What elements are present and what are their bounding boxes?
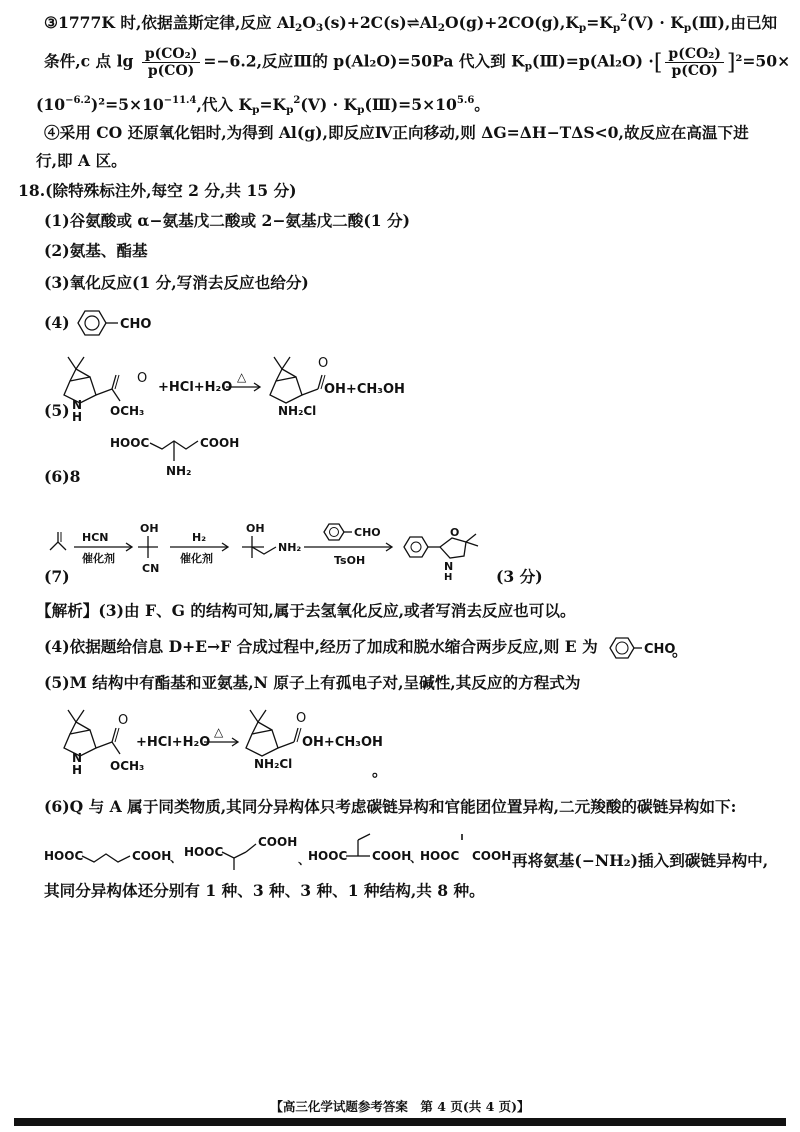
svg-text:OH: OH — [246, 522, 265, 535]
svg-text:HOOC: HOOC — [110, 436, 150, 450]
svg-text:O: O — [137, 371, 148, 386]
svg-text:CHO: CHO — [354, 526, 381, 539]
answer-4-label: (4) — [44, 313, 70, 332]
svg-text:COOH: COOH — [472, 849, 512, 863]
text-line: ③1777K 时,依据盖斯定律,反应 $Al_2O_3(s)+2C(s)\rightleftharpoons Al_2O(g)+2CO(g),K_p=K_p^2(Ⅴ)$ · $K_p(Ⅲ)$,由已知 — [44, 13, 778, 34]
fraction: $\frac{\text{p(CO₂)}}{p(CO)}$ — [665, 46, 724, 79]
svg-text:COOH: COOH — [132, 849, 172, 863]
svg-text:OH+CH₃OH: OH+CH₃OH — [324, 382, 405, 397]
explanation-4-end: 。 — [672, 641, 688, 660]
text-line: $(10^{-6.2})^2=5\times 10^{-11.4}$,代入 $K_p=K_p^2(Ⅴ)$ · $K_p(Ⅲ)=5\times 10^{5.6}$。 — [36, 95, 490, 116]
svg-text:、: 、 — [298, 853, 311, 867]
svg-text:、: 、 — [410, 851, 423, 865]
svg-text:NH₂Cl: NH₂Cl — [254, 757, 293, 771]
answer-7-synthesis — [42, 520, 562, 588]
svg-text:N: N — [72, 398, 83, 412]
diacid-isomers — [44, 828, 524, 876]
answer-3: (3)氧化反应(1 分,写消去反应也给分) — [44, 273, 309, 292]
answer-5-label: (5) — [44, 401, 70, 420]
svg-text:CHO: CHO — [644, 642, 676, 657]
explanation-4: (4)依据题给信息 D+E→F 合成过程中,经历了加成和脱水缩合两步反应,则 E 为 — [44, 637, 598, 656]
svg-text:+HCl+H₂O: +HCl+H₂O — [136, 735, 211, 750]
svg-text:、: 、 — [170, 851, 183, 865]
answer-7-label: (7) — [44, 567, 70, 586]
svg-text:TsOH: TsOH — [334, 554, 366, 567]
page-footer: 【高三化学试题参考答案 第 4 页(共 4 页)】 — [270, 1099, 530, 1114]
bottom-bar — [14, 1118, 786, 1126]
svg-text:HOOC: HOOC — [420, 849, 460, 863]
svg-text:NH₂Cl: NH₂Cl — [278, 404, 317, 418]
text-line: 条件,c 点 lg $\frac{\text{p(CO₂)}}{p(CO)}$ =−6.2,反应Ⅲ的 p(Al₂O)=50Pa 代入到 $K_p(Ⅲ)=p(Al_2O)$ ·[ $\frac{\text{p(CO₂)}}{p(CO)}$ ]²=50× — [44, 46, 791, 79]
svg-text:HOOC: HOOC — [184, 845, 224, 859]
svg-text:NH₂: NH₂ — [166, 464, 192, 478]
explanation-6-conclusion: 其同分异构体还分别有 1 种、3 种、3 种、1 种结构,共 8 种。 — [44, 881, 485, 900]
benzaldehyde-structure — [70, 305, 180, 341]
svg-text:OCH₃: OCH₃ — [110, 404, 145, 418]
svg-text:COOH: COOH — [200, 436, 240, 450]
text-line: 行,即 A 区。 — [36, 151, 127, 170]
svg-text:△: △ — [214, 725, 224, 739]
svg-text:O: O — [296, 711, 307, 726]
svg-text:HCN: HCN — [82, 531, 109, 544]
svg-text:OH: OH — [140, 522, 159, 535]
svg-text:H: H — [72, 763, 83, 777]
svg-text:H: H — [444, 572, 453, 583]
text-line: ④采用 CO 还原氧化铝时,为得到 Al(g),即反应Ⅳ正向移动,则 ΔG=ΔH−TΔS<0,故反应在高温下进 — [44, 123, 749, 142]
svg-text:催化剂: 催化剂 — [180, 552, 213, 565]
answer-1: (1)谷氨酸或 α−氨基戊二酸或 2−氨基戊二酸(1 分) — [44, 211, 410, 230]
fraction: $\frac{\text{p(CO₂)}}{p(CO)}$ — [142, 46, 201, 79]
svg-text:OH+CH₃OH: OH+CH₃OH — [302, 735, 383, 750]
svg-text:H₂: H₂ — [192, 531, 207, 544]
answer-6: (6)8 — [44, 467, 81, 486]
svg-text:H: H — [72, 410, 83, 424]
svg-text:HOOC: HOOC — [44, 849, 84, 863]
explanation-5-end: 。 — [372, 761, 388, 780]
svg-text:COOH: COOH — [258, 835, 298, 849]
svg-text:OCH₃: OCH₃ — [110, 759, 145, 773]
svg-text:CHO: CHO — [120, 317, 152, 332]
svg-text:△: △ — [237, 370, 247, 384]
svg-text:N: N — [444, 560, 454, 573]
answer-5-reaction — [40, 345, 440, 424]
svg-text:NH₂: NH₂ — [278, 541, 302, 554]
svg-text:O: O — [118, 713, 129, 728]
explanation-3: 【解析】(3)由 F、G 的结构可知,属于去氢氧化反应,或者写消去反应也可以。 — [36, 601, 576, 620]
svg-text:O: O — [318, 356, 329, 371]
answer-2: (2)氨基、酯基 — [44, 241, 148, 260]
answer-7-score: (3 分) — [496, 567, 543, 586]
svg-text:COOH: COOH — [372, 849, 412, 863]
explanation-6-tail: 再将氨基(−NH₂)插入到碳链异构中, — [512, 851, 769, 870]
svg-text:HOOC: HOOC — [308, 849, 348, 863]
svg-text:催化剂: 催化剂 — [82, 552, 115, 565]
svg-text:+HCl+H₂O: +HCl+H₂O — [158, 380, 233, 395]
svg-text:N: N — [72, 751, 83, 765]
explanation-6: (6)Q 与 A 属于同类物质,其同分异构体只考虑碳链异构和官能团位置异构,二元羧酸的碳链异构如下: — [44, 797, 737, 816]
question-header: 18.(除特殊标注外,每空 2 分,共 15 分) — [18, 181, 297, 200]
explanation-5: (5)M 结构中有酯基和亚氨基,N 原子上有孤电子对,呈碱性,其反应的方程式为 — [44, 673, 581, 692]
svg-text:O: O — [450, 526, 460, 539]
svg-text:CN: CN — [142, 562, 160, 575]
explanation-label: 【解析】 — [36, 601, 99, 620]
